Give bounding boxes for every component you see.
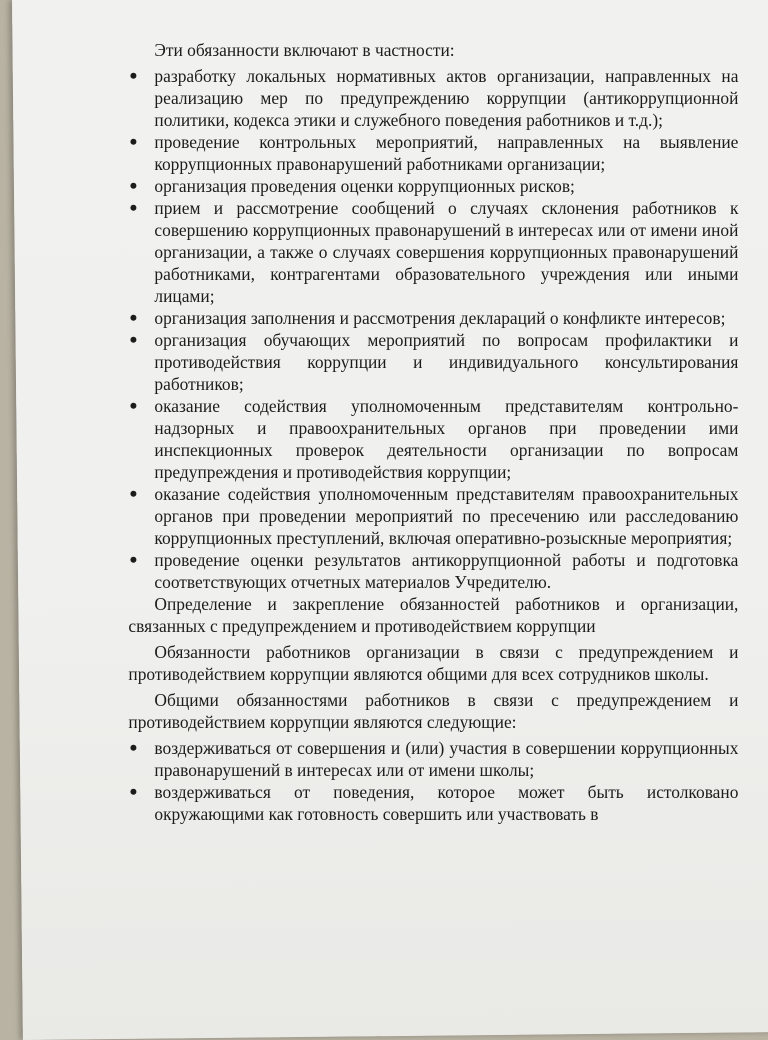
duties-list — [128, 65, 738, 593]
list-item: воздерживаться от совершения и (или) участия в совершении коррупционных правонарушений в интересах или от имени школы; — [128, 737, 738, 781]
list-item: проведение контрольных мероприятий, направленных на выявление коррупционных правонарушений работниками организации; — [128, 131, 738, 175]
bullet-icon — [130, 73, 136, 79]
paragraph-common-duties: Общими обязанностями работников в связи с предупреждением и противодействием коррупции являются следующие: — [128, 689, 739, 732]
list-item: оказание содействия уполномоченным представителям контрольно-надзорных и правоохранительных органов при проведении ими инспекционных проверок деятельности организации по вопросам предупреждения и противодействия коррупции; — [128, 395, 738, 483]
common-duties-list — [128, 737, 738, 825]
bullet-icon — [130, 789, 136, 795]
list-item: организация проведения оценки коррупционных рисков; — [128, 175, 738, 197]
bullet-icon — [130, 183, 136, 189]
list-item: организация заполнения и рассмотрения деклараций о конфликте интересов; — [128, 307, 738, 329]
list-item: прием и рассмотрение сообщений о случаях склонения работников к совершению коррупционных правонарушений в интересах или от имени иной организации, а также о случаях совершения коррупционных правонарушений работниками, контрагентами образовательного учреждения или иными лицами; — [128, 197, 738, 307]
list-item: оказание содействия уполномоченным представителям правоохранительных органов при проведении мероприятий по пресечению или расследованию коррупционных преступлений, включая оперативно-розыскные мероприятия; — [128, 483, 738, 549]
list-item: организация обучающих мероприятий по вопросам профилактики и противодействия коррупции и индивидуального консультирования работников; — [128, 329, 738, 395]
document-page — [12, 0, 768, 1040]
bullet-icon — [130, 745, 136, 751]
list-item: проведение оценки результатов антикоррупционной работы и подготовка соответствующих отчетных материалов Учредителю. — [128, 549, 738, 593]
bullet-icon — [130, 315, 136, 321]
list-item: разработку локальных нормативных актов организации, направленных на реализацию мер по предупреждению коррупции (антикоррупционной политики, кодекса этики и служебного поведения работников и т.д.); — [128, 65, 738, 131]
intro-text: Эти обязанности включают в частности: — [154, 39, 455, 60]
bullet-icon — [130, 491, 136, 497]
bullet-icon — [130, 337, 136, 343]
section-heading: Определение и закрепление обязанностей работников и организации, связанных с предупреждением и противодействием коррупции — [128, 593, 739, 636]
bullet-icon — [130, 205, 136, 211]
document-body — [128, 39, 738, 825]
list-item: воздерживаться от поведения, которое может быть истолковано окружающими как готовность совершить или участвовать в — [128, 781, 738, 825]
bullet-icon — [130, 403, 136, 409]
bullet-icon — [130, 557, 136, 563]
paragraph-general-duties: Обязанности работников организации в связи с предупреждением и противодействием коррупции являются общими для всех сотрудников школы. — [128, 641, 739, 684]
bullet-icon — [130, 139, 136, 145]
